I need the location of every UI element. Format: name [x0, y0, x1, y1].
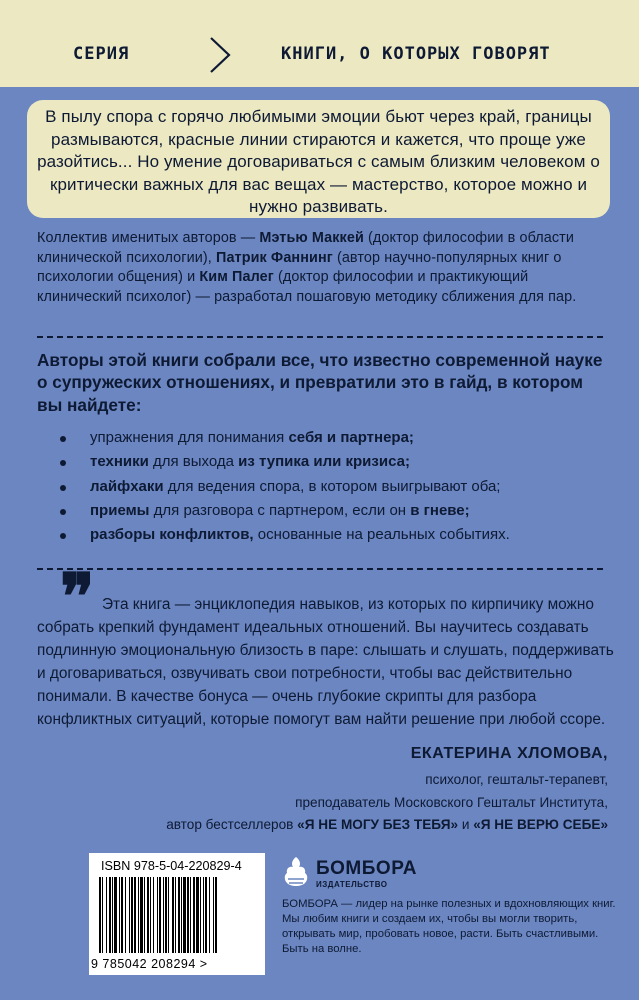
- barcode-bar: [125, 877, 126, 953]
- barcode-bar: [109, 877, 111, 953]
- intro-box: [27, 100, 610, 218]
- reviewer-role: преподаватель Московского Гештальт Института,: [295, 795, 608, 810]
- bullet-dot-icon: [60, 533, 66, 539]
- publisher-subtitle: ИЗДАТЕЛЬСТВО: [316, 880, 388, 889]
- barcode-bar: [121, 877, 123, 953]
- book-title: «Я НЕ ВЕРЮ СЕБЕ»: [473, 817, 608, 832]
- bombora-logo-icon: [283, 855, 309, 889]
- series-banner: [0, 0, 639, 87]
- barcode-bar: [114, 877, 117, 953]
- barcode-bar: [165, 877, 167, 953]
- barcode-bar: [168, 877, 169, 953]
- bullet-dot-icon: [60, 509, 66, 515]
- book-title: «Я НЕ МОГУ БЕЗ ТЕБЯ»: [297, 817, 459, 832]
- barcode-number: 9 785042 208294 >: [91, 957, 208, 971]
- barcode-bar: [150, 877, 151, 953]
- intro-text: В пылу спора с горячо любимыми эмоции бьют через край, границы размываются, красные линии стираются и кажется, что проще уже разойтись... Но умение договариваться с самым близким человеком о критически важных для вас вещах — мастерство, которое можно и нужно развивать.: [37, 107, 600, 216]
- barcode-bar: [138, 877, 139, 953]
- barcode-bar: [134, 877, 136, 953]
- barcode-bar: [157, 877, 158, 953]
- bullet-dot-icon: [60, 460, 66, 466]
- barcode-bar: [159, 877, 161, 953]
- list-item: [60, 475, 620, 499]
- barcode-bar: [215, 877, 217, 953]
- barcode-bar: [119, 877, 120, 953]
- list-item: [60, 426, 620, 450]
- barcode-bar: [213, 877, 214, 953]
- quote-mark-icon: ❞: [60, 560, 95, 635]
- series-label: СЕРИЯ: [73, 44, 130, 64]
- authors-text: (доктор философии в области клинической психологии),: [37, 230, 574, 266]
- bullet-bold: техники: [90, 453, 149, 471]
- author-name: Патрик Фаннинг: [216, 249, 333, 266]
- authors-text: Коллектив именитых авторов —: [37, 230, 260, 246]
- reviewer-role: психолог, гештальт-терапевт,: [425, 772, 608, 787]
- barcode-bar: [172, 877, 174, 953]
- bullet-bold: в гневе;: [410, 501, 470, 519]
- barcode-bar: [187, 877, 189, 953]
- review-text: Эта книга — энциклопедия навыков, из которых по кирпичику можно собрать крепкий фундамент идеальных отношений. Вы научитесь создавать подлинную эмоциональную близость в паре: слышать и слушать, поддерживать и договариваться, озвучивать свои потребности, чтобы вас действительно понимали. В качестве бонуса — очень глубокие скрипты для разбора конфликтных ситуаций, которые помогут вам найти решение при любой ссоре.: [37, 596, 614, 728]
- list-item: [60, 450, 620, 474]
- barcode-bar: [147, 877, 149, 953]
- barcode-bar: [200, 877, 201, 953]
- bullet-dot-icon: [60, 485, 66, 491]
- bullet-bold: разборы конфликтов,: [90, 526, 254, 544]
- publisher-name: БОМБОРА: [316, 858, 417, 879]
- barcode-bar: [190, 877, 191, 953]
- barcode-bar: [112, 877, 113, 953]
- author-name: Ким Палег: [199, 269, 274, 286]
- lead-text: Авторы этой книги собрали все, что известно современной науке о супружеских отношениях, и превратили это в гайд, в котором вы найдете:: [37, 350, 603, 415]
- barcode-bar: [99, 877, 101, 953]
- barcode-bar: [209, 877, 210, 953]
- series-name: КНИГИ, О КОТОРЫХ ГОВОРЯТ: [281, 44, 551, 64]
- barcode-bar: [140, 877, 143, 953]
- barcode-bar: [106, 877, 107, 953]
- barcode-bar: [181, 877, 182, 953]
- list-item: [60, 523, 620, 547]
- list-item: [60, 499, 620, 523]
- author-name: Мэтью Маккей: [259, 230, 364, 246]
- isbn-text: ISBN 978-5-04-220829-4: [101, 859, 242, 873]
- barcode-bar: [193, 877, 195, 953]
- bullet-text: для выхода: [148, 453, 239, 471]
- barcode-bar: [131, 877, 133, 953]
- authors-paragraph: [37, 229, 612, 307]
- barcode-bar: [205, 877, 207, 953]
- bullet-bold: себя и партнера;: [288, 429, 414, 446]
- chevron-right-icon: [208, 36, 232, 74]
- reviewer-books: [166, 817, 608, 832]
- authors-text: (автор научно-популярных книг о психологии общения) и: [37, 249, 562, 286]
- feature-list: [60, 426, 620, 547]
- barcode-icon: [97, 877, 259, 957]
- barcode-bar: [196, 877, 199, 953]
- barcode-bar: [175, 877, 176, 953]
- barcode-bar: [203, 877, 204, 953]
- reviewer-name: ЕКАТЕРИНА ХЛОМОВА,: [410, 745, 608, 762]
- publisher-blurb: БОМБОРА — лидер на рынке полезных и вдохновляющих книг. Мы любим книги и создаем их, чтобы вы могли творить, открывать мир, пробовать новое, расти. Быть счастливыми. Быть на волне.: [282, 898, 616, 955]
- bullet-bold: из тупика или кризиса;: [238, 453, 410, 471]
- reviewer-role: и: [458, 817, 474, 832]
- barcode-bar: [163, 877, 164, 953]
- barcode-bar: [183, 877, 186, 953]
- dashed-divider: [37, 336, 603, 338]
- bullet-text: для разговора с партнером, если он: [149, 501, 411, 519]
- bullet-text: основанные на реальных событиях.: [253, 526, 510, 544]
- bullet-dot-icon: [60, 436, 66, 442]
- bullet-bold: приемы: [90, 501, 150, 519]
- authors-text: (доктор философии и практикующий клинический психолог) — разработал пошаговую методику сближения для пар.: [37, 269, 577, 305]
- dashed-divider: [37, 568, 603, 570]
- reviewer-role: автор бестселлеров: [166, 817, 298, 832]
- barcode-bar: [153, 877, 154, 953]
- barcode-bar: [102, 877, 103, 953]
- barcode-box: [89, 853, 265, 975]
- barcode-bar: [178, 877, 180, 953]
- bullet-text: упражнения для понимания: [90, 429, 289, 446]
- barcode-bar: [129, 877, 130, 953]
- bullet-bold: лайфхаки: [90, 477, 164, 495]
- barcode-bar: [144, 877, 145, 953]
- bullet-text: для ведения спора, в котором выигрывают оба;: [163, 477, 501, 495]
